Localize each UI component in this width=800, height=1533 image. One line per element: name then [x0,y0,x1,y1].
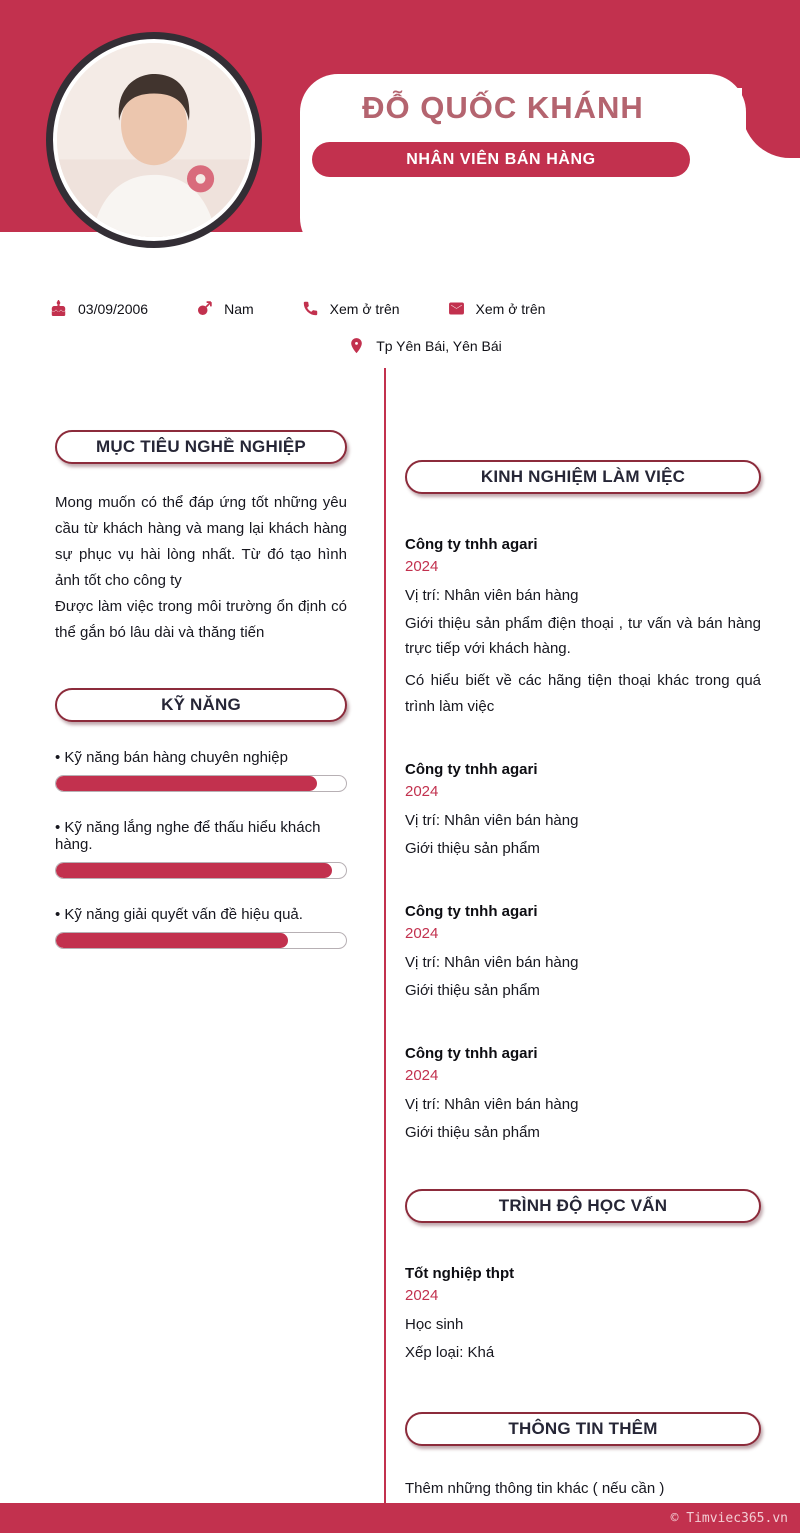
portrait-placeholder [57,43,251,237]
entry-year: 2024 [405,1067,439,1085]
entry-detail: Học sinh [405,1316,464,1334]
contact-email [448,300,546,317]
skill-bar-fill [56,863,332,878]
left-column [55,430,347,949]
education-entry [405,1265,761,1365]
profile-photo [57,43,251,237]
gender-icon [196,300,213,317]
entry-year: 2024 [405,924,439,942]
section-heading-experience: KINH NGHIỆM LÀM VIỆC [405,460,761,494]
right-column [405,460,761,1497]
entry-detail: Giới thiệu sản phẩm [405,839,540,857]
skill-bar [55,862,347,879]
name-card [300,74,746,256]
contact-row-1 [50,300,800,317]
contact-section [0,268,800,354]
envelope-icon [448,300,465,317]
entry-detail: Xếp loại: Khá [405,1344,495,1362]
profile-photo-frame [46,32,262,248]
header [0,0,800,268]
skill-bar [55,932,347,949]
company-name: Công ty tnhh agari [405,1045,538,1063]
header-right-tab [742,0,800,158]
section-heading-additional: THÔNG TIN THÊM [405,1412,761,1446]
phone-value: Xem ở trên [329,300,400,317]
entry-detail: Có hiểu biết về các hãng tiện thoại khác trong quá trình làm việc [405,672,761,715]
skill-bar-fill [56,933,288,948]
column-divider [384,368,386,1503]
footer-credit: © Timviec365.vn [670,1510,788,1526]
experience-entry [405,761,761,861]
skill-item [55,819,347,879]
experience-entry [405,903,761,1003]
entry-position: Vị trí: Nhân viên bán hàng [405,953,579,971]
skill-bar [55,775,347,792]
skill-label: • Kỹ năng giải quyết vấn đề hiệu quả. [55,906,347,923]
dob-value: 03/09/2006 [78,300,149,317]
contact-address [348,337,502,354]
company-name: Công ty tnhh agari [405,760,538,778]
entry-year: 2024 [405,558,439,575]
company-name: Công ty tnhh agari [405,536,538,553]
section-heading-objective: MỤC TIÊU NGHỀ NGHIỆP [55,430,347,464]
email-value: Xem ở trên [475,300,546,317]
section-heading-skills: KỸ NĂNG [55,688,347,722]
skill-bar-fill [56,776,317,791]
entry-detail: Giới thiệu sản phẩm [405,1124,540,1142]
additional-info-text: Thêm những thông tin khác ( nếu cần ) [405,1479,665,1497]
skill-item [55,749,347,792]
entry-detail: Giới thiệu sản phẩm điện thoại , tư vấn và bán hàng trực tiếp với khách hàng. [405,615,761,658]
location-pin-icon [348,337,365,354]
entry-position: Vị trí: Nhân viên bán hàng [405,1096,579,1114]
school-name: Tốt nghiệp thpt [405,1265,515,1283]
birthday-cake-icon [50,300,67,317]
entry-position: Vị trí: Nhân viên bán hàng [405,587,579,604]
experience-entry [405,1045,761,1145]
section-heading-education: TRÌNH ĐỘ HỌC VẤN [405,1189,761,1223]
footer-bar [0,1503,800,1533]
job-title-banner: NHÂN VIÊN BÁN HÀNG [312,142,690,177]
entry-position: Vị trí: Nhân viên bán hàng [405,811,579,829]
objective-paragraph: Mong muốn có thể đáp ứng tốt những yêu cầu từ khách hàng và mang lại khách hàng sự phục vụ hài lòng nhất. Từ đó tạo hình ảnh tốt cho công ty [55,494,347,589]
skill-item [55,906,347,949]
skill-label: • Kỹ năng bán hàng chuyên nghiệp [55,749,347,766]
contact-phone [302,300,400,317]
gender-value: Nam [224,300,254,317]
candidate-name: ĐỖ QUỐC KHÁNH [362,90,644,125]
contact-dob [50,300,148,317]
experience-entry [405,536,761,719]
entry-year: 2024 [405,1287,439,1305]
objective-paragraph: Được làm việc trong môi trường ổn định có thể gắn bó lâu dài và thăng tiến [55,597,347,641]
objective-text [55,490,347,646]
address-value: Tp Yên Bái, Yên Bái [376,337,502,354]
contact-gender [196,300,254,317]
company-name: Công ty tnhh agari [405,902,538,920]
contact-row-2 [50,337,800,354]
entry-year: 2024 [405,782,439,800]
phone-icon [302,300,319,317]
entry-detail: Giới thiệu sản phẩm [405,981,540,999]
skill-label: • Kỹ năng lắng nghe để thấu hiểu khách hàng. [55,819,347,853]
